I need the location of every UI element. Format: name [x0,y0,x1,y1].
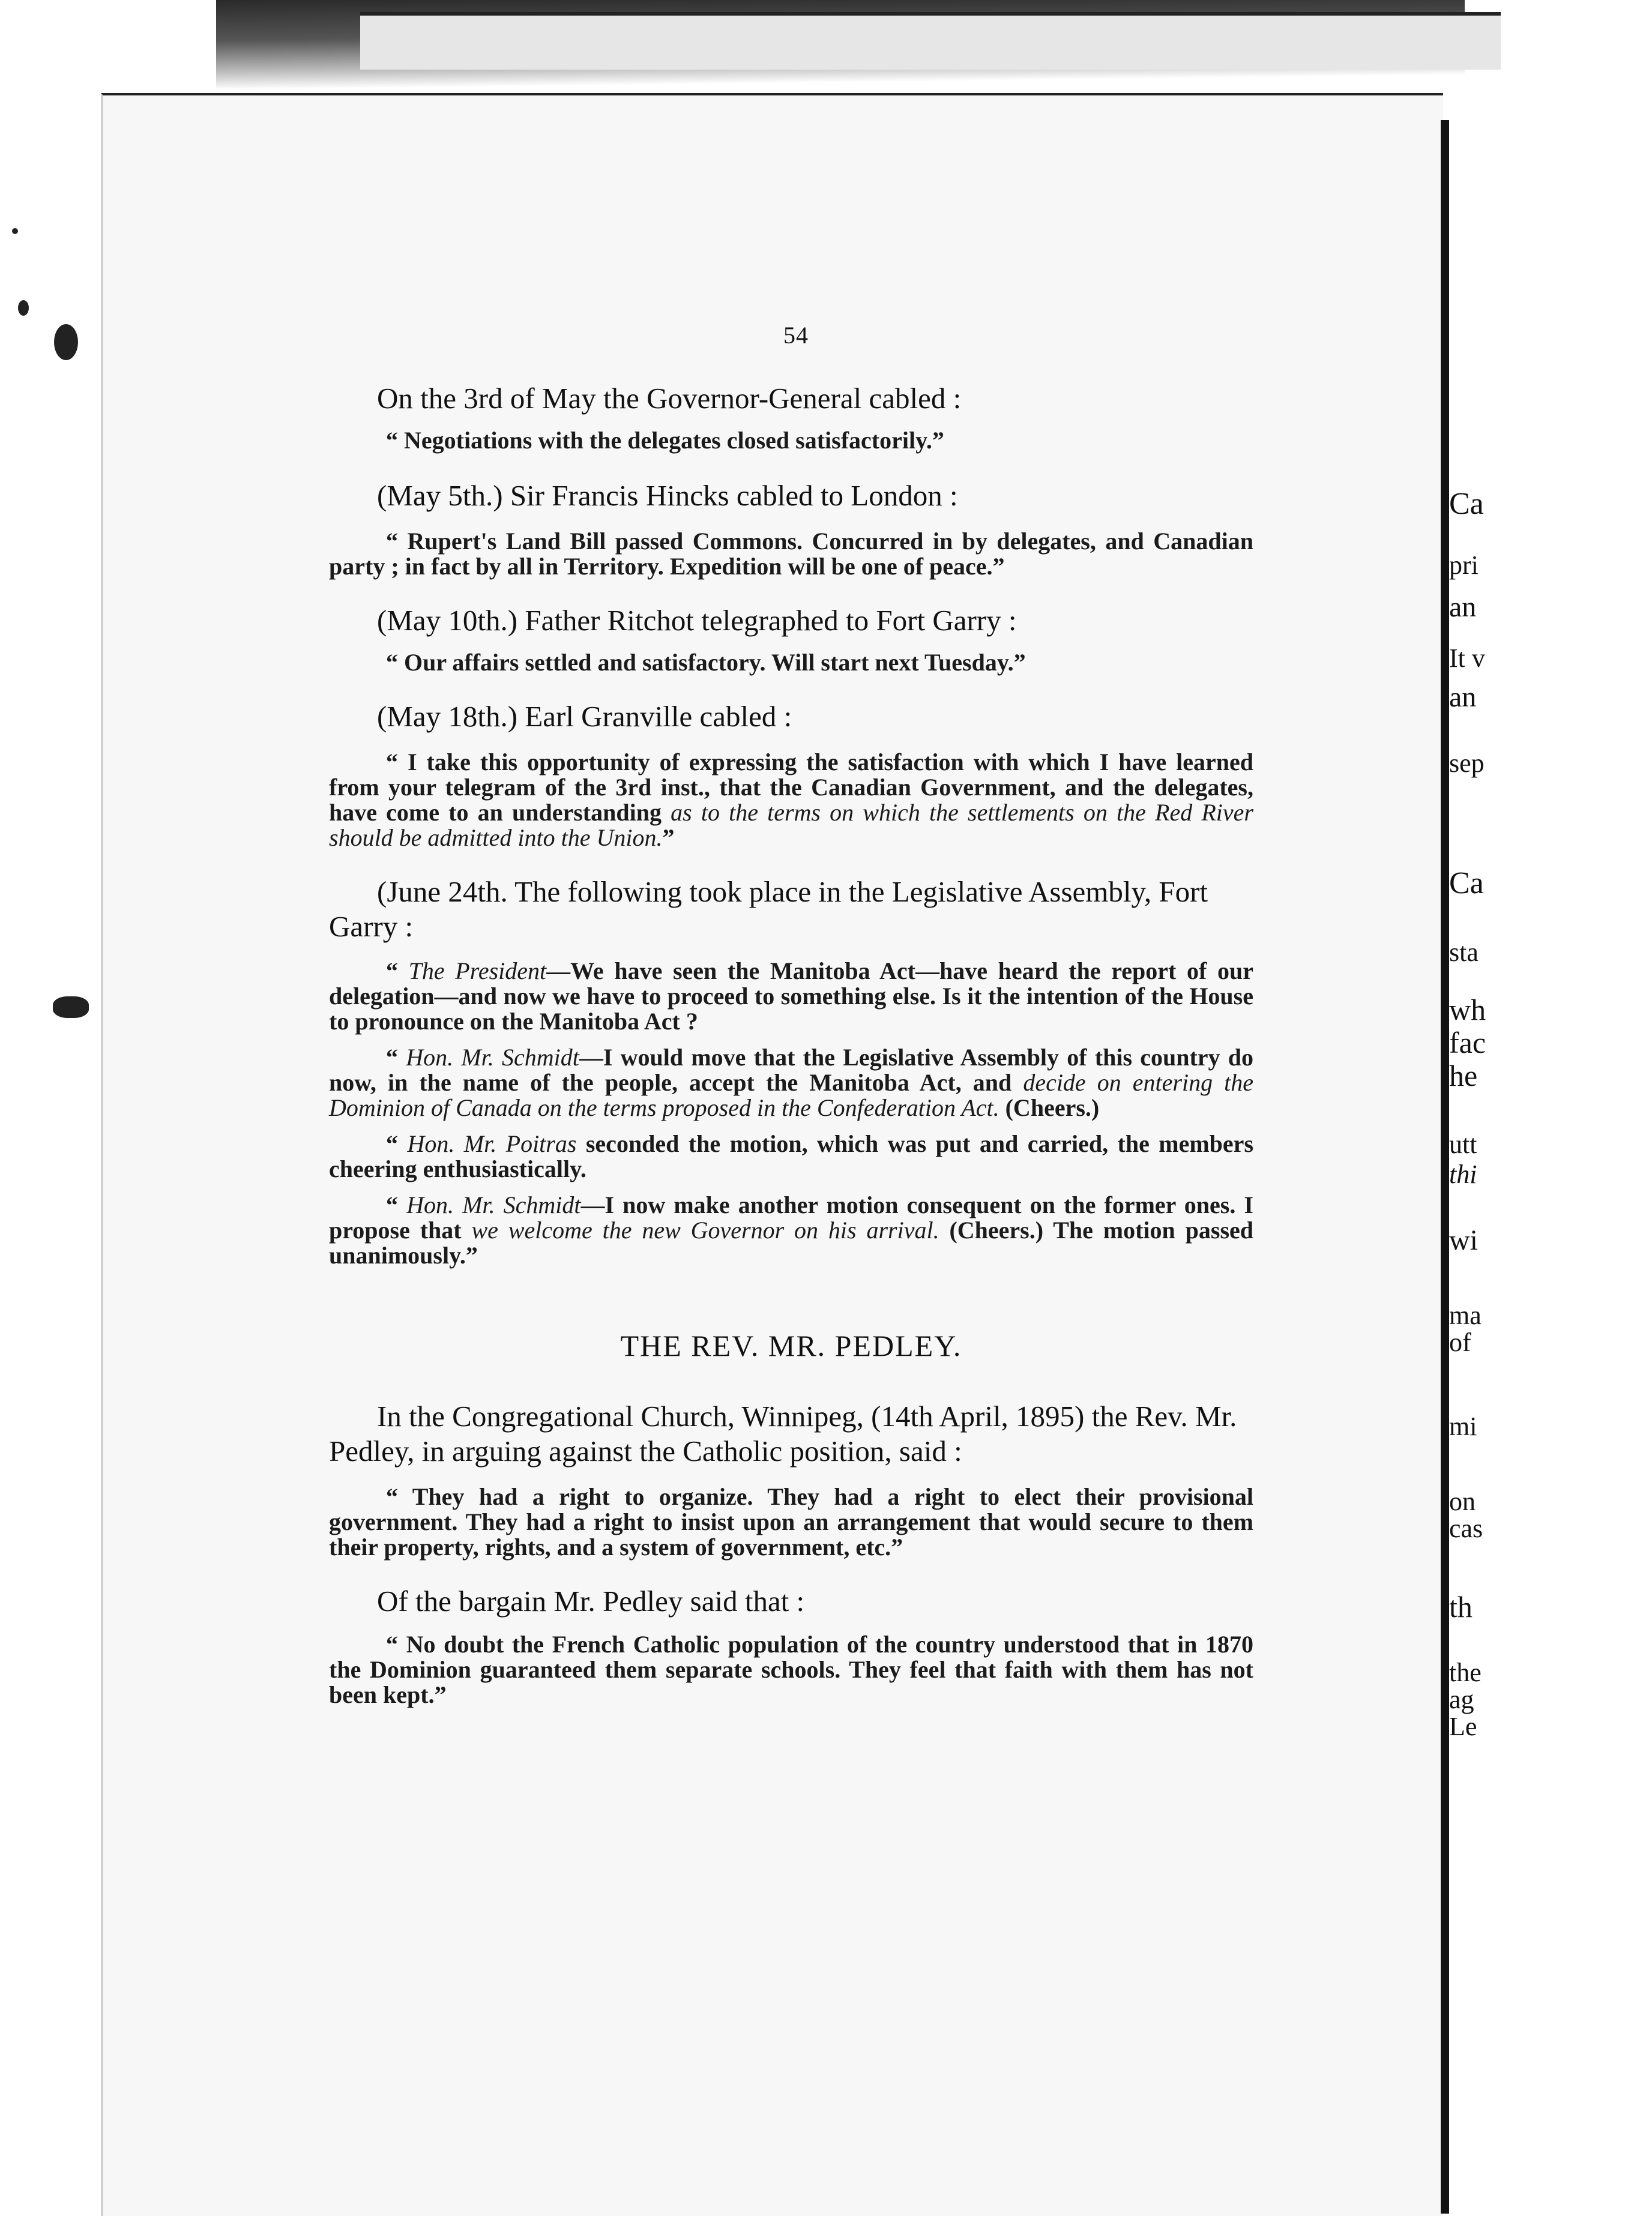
intro-paragraph: On the 3rd of May the Governor-General cabled : [377,382,962,415]
speech-italic: we welcome the new Governor on his arrival. [471,1217,939,1244]
right-page-text: of [1449,1328,1471,1357]
quote-open: “ [386,957,409,984]
right-page-text: utt [1449,1130,1477,1159]
speaker-name: Hon. Mr. Poitras [407,1130,577,1157]
speech-text: —I now make another motion consequent on the former ones. I propose that [329,1191,1253,1244]
right-page-text: an [1449,681,1477,713]
quoted-telegram [329,750,1253,851]
right-page-text: wi [1449,1224,1478,1256]
intro-paragraph: (May 18th.) Earl Granville cabled : [377,700,792,733]
assembly-record [329,959,1253,1034]
quote-italic: as to the terms on which the settlements on the Red River should be admitted into the Union. [329,799,1253,851]
assembly-record [329,1045,1253,1121]
page-body [329,312,1253,1708]
right-page-text: ag [1449,1685,1474,1714]
right-page-text: Le [1449,1712,1477,1741]
assembly-record [329,1193,1253,1268]
right-page-text: th [1449,1590,1473,1624]
right-page-text: Ca [1449,866,1484,900]
intro-paragraph: (May 10th.) Father Ritchot telegraphed to Fort Garry : [377,604,1017,637]
speaker-name: Hon. Mr. Schmidt [406,1191,581,1218]
right-page-text: mi [1449,1412,1477,1441]
right-page-text: It v [1449,643,1485,673]
right-page-text: on [1449,1487,1476,1516]
speech-italic: decide on entering the Dominion of Canada on the terms proposed in the Confederation Act. [329,1069,1253,1121]
right-page-text: wh [1449,993,1486,1026]
right-page-text: Ca [1449,487,1484,521]
speech-text: —I would move that the Legislative Assembly of this country do now, in the name of the people, accept the Manitoba Act, and [329,1044,1253,1096]
quote-open: “ [386,1044,406,1071]
quote-close: ” [662,824,675,851]
speaker-name: Hon. Mr. Schmidt [406,1044,579,1071]
scan-speck [12,228,18,234]
right-page-fragment [1449,90,1652,2214]
speaker-name: The President [408,957,547,984]
section-heading: THE REV. MR. PEDLEY. [620,1329,962,1362]
intro-paragraph: (May 5th.) Sir Francis Hincks cabled to London : [377,479,958,512]
right-page-text: he [1449,1059,1478,1092]
right-page-text: the [1449,1658,1482,1687]
scan-speck [53,996,89,1018]
page-number: 54 [783,322,809,349]
quoted-telegram: “ Negotiations with the delegates closed satisfactorily.” [386,427,944,454]
page-top-fold [360,12,1501,70]
right-page-text: pri [1449,550,1479,580]
assembly-record [329,1131,1253,1182]
scan-speck [18,300,29,316]
right-page-text: thi [1449,1160,1477,1189]
quote-open: “ [386,1130,408,1157]
quote-open: “ [386,1191,407,1218]
right-page-text: sta [1449,938,1479,967]
page-gutter [1441,120,1449,2214]
quoted-telegram: “ Our affairs settled and satisfactory. Will start next Tuesday.” [386,649,1026,676]
speech-text: (Cheers.) The motion passed unanimously.” [329,1217,1254,1269]
right-page-text: cas [1449,1514,1483,1543]
quoted-speech: “ They had a right to organize. They had a right to elect their provisional government. They had a right to insist upon an arrangement that would secure to them their property, rights, and a system of government, etc.” [329,1483,1253,1561]
intro-paragraph: (June 24th. The following took place in the Legislative Assembly, Fort Garry : [329,875,1208,943]
speech-text: (Cheers.) [999,1094,1100,1121]
right-page-text: sep [1449,748,1485,778]
right-page-text: an [1449,591,1477,623]
quoted-telegram: “ Rupert's Land Bill passed Commons. Concurred in by delegates, and Canadian party ; in fact by all in Territory. Expedition will be one of peace.” [329,528,1253,580]
intro-paragraph: Of the bargain Mr. Pedley said that : [377,1585,805,1618]
speech-text: —We have seen the Manitoba Act—have heard the report of our delegation—and now we have to proceed to something else. Is it the intention of the House to pronounce on the Manitoba Act ? [329,957,1253,1035]
quote-text: “ I take this opportunity of expressing the satisfaction with which I have learned from your telegram of the 3rd inst., that the Canadian Government, and the delegates, have come to an understanding [329,748,1253,826]
speech-text: seconded the motion, which was put and carried, the members cheering enthusiastically. [329,1130,1254,1182]
right-page-text: fac [1449,1026,1486,1059]
quoted-speech: “ No doubt the French Catholic population of the country understood that in 1870 the Dominion guaranteed them separate schools. They feel that faith with them has not been kept.” [329,1631,1253,1708]
right-page-text: ma [1449,1301,1482,1330]
intro-paragraph: In the Congregational Church, Winnipeg, (14th April, 1895) the Rev. Mr. Pedley, in arguing against the Catholic position, said : [329,1400,1237,1468]
scan-speck [54,324,78,360]
